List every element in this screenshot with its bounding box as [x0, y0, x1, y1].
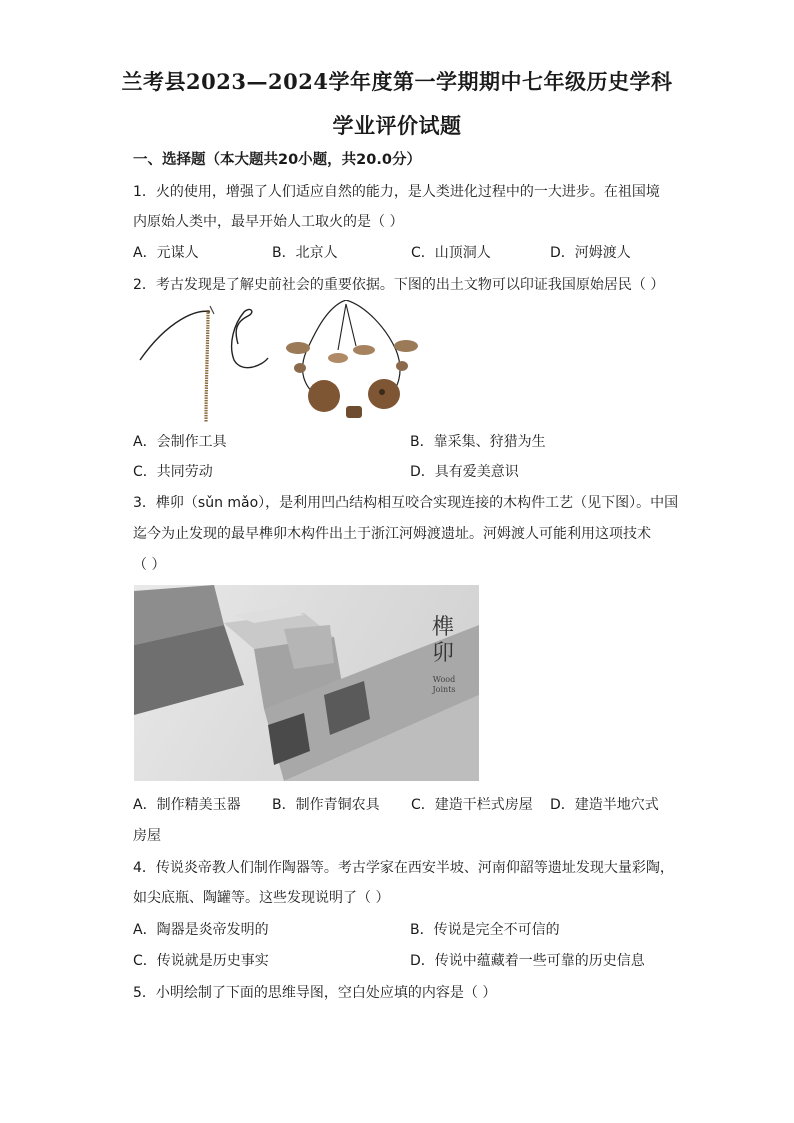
figure-title-char-1: 榫	[431, 615, 454, 640]
q3-stem-line3: （ ）	[133, 557, 166, 573]
q2-option-b: B．靠采集、狩猎为生	[410, 434, 546, 450]
q3-option-b: B．制作青铜农具	[272, 797, 380, 813]
figure-subtitle	[424, 675, 464, 695]
bone-needle-and-necklace-figure	[138, 300, 448, 426]
q1-stem-line1: 1．火的使用，增强了人们适应自然的能力，是人类进化过程中的一大进步。在祖国境	[133, 184, 660, 200]
q1-option-c: C．山顶洞人	[411, 245, 491, 261]
q1-option-a: A．元谋人	[133, 245, 199, 261]
exam-title-line2: 学业评价试题	[332, 113, 462, 138]
exam-title-line1: 兰考县2023—2024学年度第一学期期中七年级历史学科	[121, 69, 673, 94]
q2-option-a: A．会制作工具	[133, 434, 227, 450]
q3-option-d-continuation: 房屋	[133, 828, 161, 844]
section-heading: 一、选择题（本大题共20小题，共20.0分）	[133, 152, 421, 168]
q3-stem-line2: 迄今为止发现的最早榫卯木构件出土于浙江河姆渡遗址。河姆渡人可能利用这项技术	[133, 526, 651, 542]
q1-option-b: B．北京人	[272, 245, 338, 261]
q4-option-d: D．传说中蕴藏着一些可靠的历史信息	[410, 953, 645, 969]
bone-needle-icon	[140, 306, 268, 422]
necklace-icon	[286, 300, 418, 418]
q2-option-c: C．共同劳动	[133, 464, 213, 480]
sunmao-joint-figure	[134, 585, 479, 781]
q2-stem-line1: 2．考古发现是了解史前社会的重要依据。下图的出土文物可以印证我国原始居民（ ）	[133, 277, 665, 293]
q3-stem-line1: 3．榫卯（sǔn mǎo），是利用凹凸结构相互咬合实现连接的木构件工艺（见下图）。中国	[133, 495, 679, 511]
figure-subtitle-line2: Joints	[432, 685, 456, 694]
figure-title-char-2: 卯	[431, 641, 454, 666]
q4-option-b: B．传说是完全不可信的	[410, 922, 560, 938]
q1-option-d: D．河姆渡人	[550, 245, 631, 261]
q3-option-a: A．制作精美玉器	[133, 797, 241, 813]
q1-stem-line2: 内原始人类中，最早开始人工取火的是（ ）	[133, 214, 404, 230]
q4-option-a: A．陶器是炎帝发明的	[133, 922, 269, 938]
q4-stem-line1: 4．传说炎帝教人们制作陶器等。考古学家在西安半坡、河南仰韶等遗址发现大量彩陶，	[133, 860, 674, 876]
figure-subtitle-line1: Wood	[432, 675, 456, 684]
q4-option-c: C．传说就是历史事实	[133, 953, 269, 969]
q3-option-c: C．建造干栏式房屋	[411, 797, 533, 813]
q2-option-d: D．具有爱美意识	[410, 464, 519, 480]
figure-title	[428, 615, 458, 667]
q5-stem-line1: 5．小明绘制了下面的思维导图，空白处应填的内容是（ ）	[133, 985, 497, 1001]
q4-stem-line2: 如尖底瓶、陶罐等。这些发现说明了（ ）	[133, 890, 390, 906]
q3-option-d: D．建造半地穴式	[550, 797, 659, 813]
